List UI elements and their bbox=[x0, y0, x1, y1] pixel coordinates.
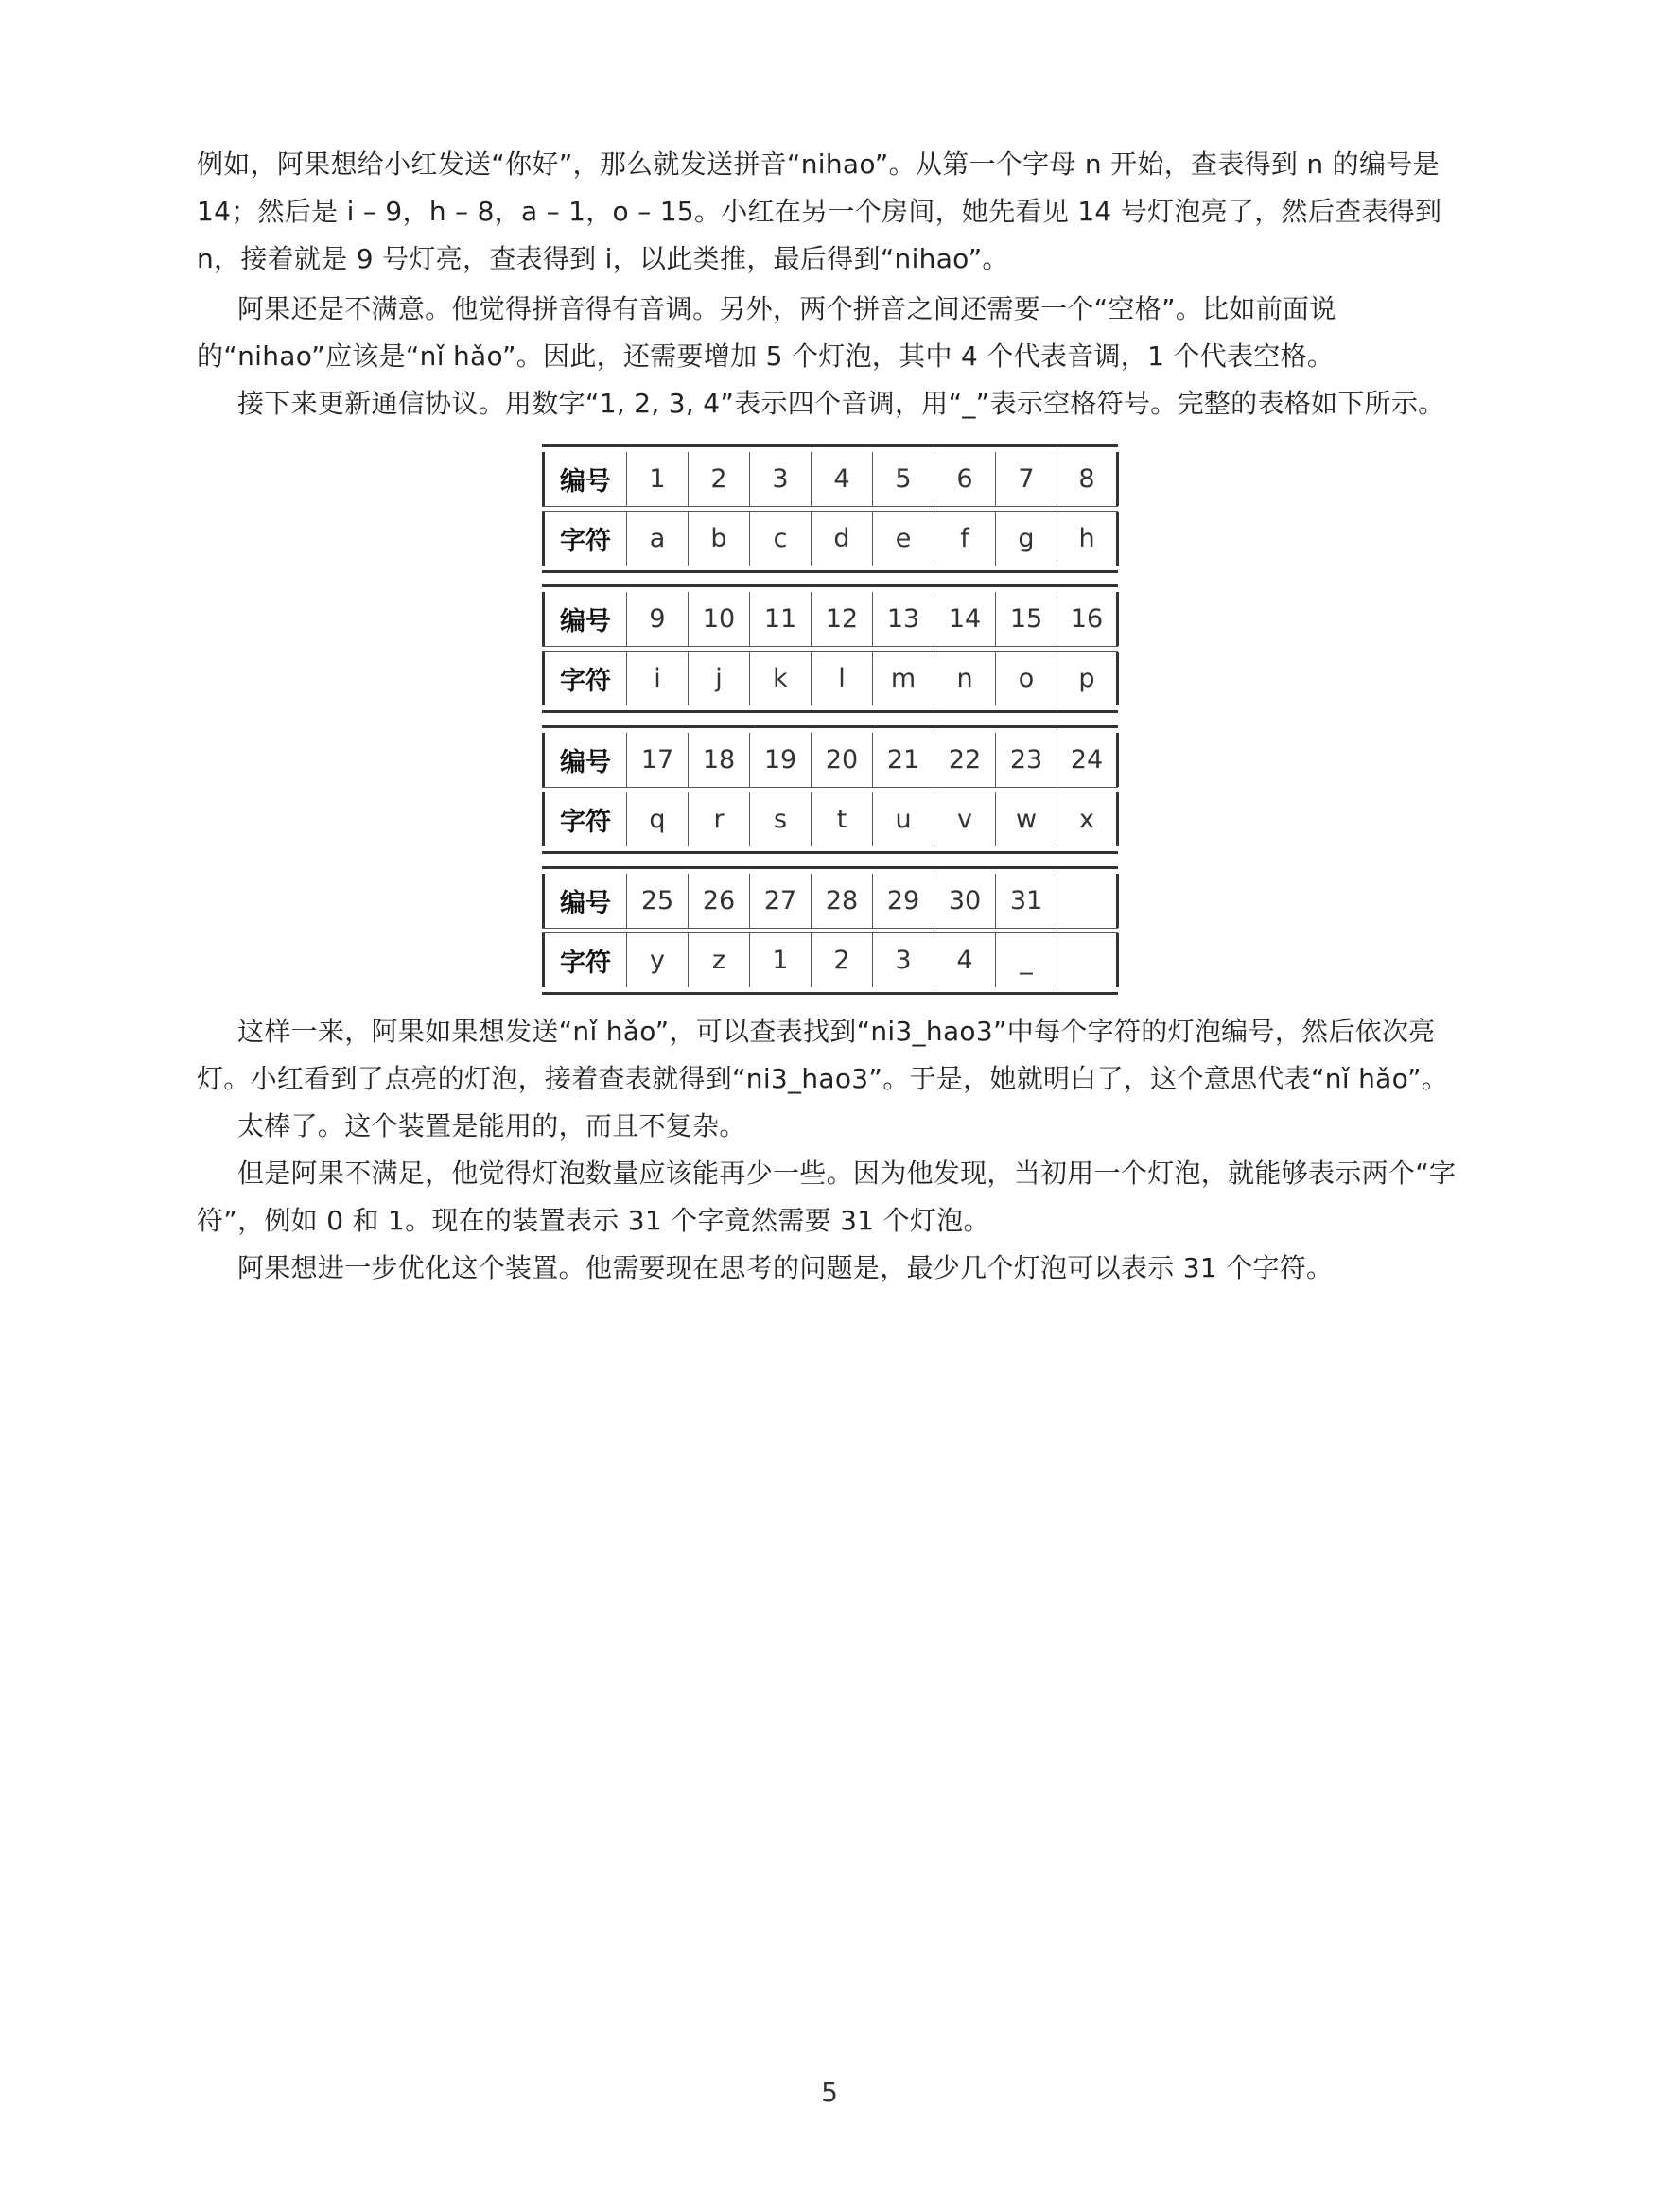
char-row-cell: h bbox=[1057, 512, 1119, 566]
number-row-header: 编号 bbox=[542, 452, 627, 506]
number-row-cell: 19 bbox=[750, 733, 812, 787]
number-row-cell: 5 bbox=[873, 452, 934, 506]
number-row-cell: 3 bbox=[750, 452, 812, 506]
char-row-cell: k bbox=[750, 652, 812, 705]
table-grid bbox=[542, 725, 1118, 854]
char-row-cell: 1 bbox=[750, 933, 812, 987]
char-row-header: 字符 bbox=[542, 933, 627, 987]
char-row-cell: u bbox=[873, 792, 934, 846]
table-block bbox=[542, 866, 1118, 995]
paragraph-optimize-question: 阿果想进一步优化这个装置。他需要现在思考的问题是，最少几个灯泡可以表示 31 个字符。 bbox=[237, 1252, 1334, 1283]
char-row bbox=[542, 511, 1118, 566]
char-row-cell: j bbox=[689, 652, 750, 705]
number-row-cell: 26 bbox=[689, 874, 750, 928]
page-number: 5 bbox=[821, 2077, 838, 2108]
char-row-cell: f bbox=[934, 512, 996, 566]
char-row-cell: i bbox=[627, 652, 689, 705]
char-row bbox=[542, 792, 1118, 846]
number-row-cell: 2 bbox=[689, 452, 750, 506]
char-row-cell: 2 bbox=[812, 933, 873, 987]
char-row-cell: q bbox=[627, 792, 689, 846]
paragraph-example-nihao: 例如，阿果想给小红发送“你好”，那么就发送拼音“nihao”。从第一个字母 n 开始，查表得到 n 的编号是 14；然后是 i – 9，h – 8，a – 1，o – 15。小红在另一个房间，她先看见 14 号灯泡亮了，然后查表得到 n，接着就是 9 号灯亮，查表得到 i，以此类推，最后得到“nihao”。 bbox=[197, 148, 1442, 274]
char-row-cell: g bbox=[996, 512, 1057, 566]
number-row-cell: 13 bbox=[873, 592, 934, 646]
number-row-cell: 23 bbox=[996, 733, 1057, 787]
paragraph-great: 太棒了。这个装置是能用的，而且不复杂。 bbox=[237, 1110, 746, 1141]
number-row bbox=[542, 592, 1118, 647]
number-row-cell: 31 bbox=[996, 874, 1057, 928]
char-row bbox=[542, 651, 1118, 705]
number-row-cell: 9 bbox=[627, 592, 689, 646]
char-row-cell: 3 bbox=[873, 933, 934, 987]
number-row-cell: 10 bbox=[689, 592, 750, 646]
char-row-cell: 4 bbox=[934, 933, 996, 987]
char-row-cell: v bbox=[934, 792, 996, 846]
number-row-cell: 24 bbox=[1057, 733, 1119, 787]
char-row-cell: m bbox=[873, 652, 934, 705]
char-row-cell bbox=[1057, 933, 1119, 987]
char-row-cell: p bbox=[1057, 652, 1119, 705]
char-row-cell: b bbox=[689, 512, 750, 566]
paragraph-not-satisfied: 但是阿果不满足，他觉得灯泡数量应该能再少一些。因为他发现，当初用一个灯泡，就能够表示两个“字符”，例如 0 和 1。现在的装置表示 31 个字竟然需要 31 个灯泡。 bbox=[197, 1158, 1457, 1236]
char-row-cell: l bbox=[812, 652, 873, 705]
number-row-cell: 27 bbox=[750, 874, 812, 928]
number-row-cell: 7 bbox=[996, 452, 1057, 506]
char-row-cell: x bbox=[1057, 792, 1119, 846]
number-row-cell: 1 bbox=[627, 452, 689, 506]
number-row-cell bbox=[1057, 874, 1119, 928]
number-row-cell: 11 bbox=[750, 592, 812, 646]
number-row bbox=[542, 452, 1118, 507]
char-row-header: 字符 bbox=[542, 512, 627, 566]
number-row-header: 编号 bbox=[542, 733, 627, 787]
number-row-cell: 6 bbox=[934, 452, 996, 506]
char-row-cell: e bbox=[873, 512, 934, 566]
number-row-cell: 21 bbox=[873, 733, 934, 787]
number-row-cell: 15 bbox=[996, 592, 1057, 646]
number-row-cell: 18 bbox=[689, 733, 750, 787]
number-row-cell: 16 bbox=[1057, 592, 1119, 646]
number-row-cell: 20 bbox=[812, 733, 873, 787]
char-row-cell: a bbox=[627, 512, 689, 566]
number-row-cell: 22 bbox=[934, 733, 996, 787]
number-row bbox=[542, 733, 1118, 788]
char-row-cell: y bbox=[627, 933, 689, 987]
char-row-cell: z bbox=[689, 933, 750, 987]
number-row-cell: 25 bbox=[627, 874, 689, 928]
number-row-cell: 12 bbox=[812, 592, 873, 646]
number-row-cell: 28 bbox=[812, 874, 873, 928]
char-row-cell: o bbox=[996, 652, 1057, 705]
table-grid bbox=[542, 444, 1118, 573]
number-row-cell: 29 bbox=[873, 874, 934, 928]
number-row-header: 编号 bbox=[542, 592, 627, 646]
number-row-cell: 8 bbox=[1057, 452, 1119, 506]
char-row-header: 字符 bbox=[542, 652, 627, 705]
number-row-header: 编号 bbox=[542, 874, 627, 928]
number-row bbox=[542, 874, 1118, 929]
number-row-cell: 4 bbox=[812, 452, 873, 506]
table-grid bbox=[542, 584, 1118, 713]
paragraph-tones-and-space: 阿果还是不满意。他觉得拼音得有音调。另外，两个拼音之间还需要一个“空格”。比如前面说的“nihao”应该是“nǐ hǎo”。因此，还需要增加 5 个灯泡，其中 4 个代表音调，1 个代表空格。 bbox=[197, 293, 1336, 372]
char-row-cell: n bbox=[934, 652, 996, 705]
char-row bbox=[542, 932, 1118, 987]
char-row-cell: s bbox=[750, 792, 812, 846]
table-block bbox=[542, 444, 1118, 573]
char-row-cell: r bbox=[689, 792, 750, 846]
paragraph-protocol-update: 接下来更新通信协议。用数字“1, 2, 3, 4”表示四个音调，用“_”表示空格符号。完整的表格如下所示。 bbox=[237, 388, 1445, 419]
number-row-cell: 30 bbox=[934, 874, 996, 928]
table-block bbox=[542, 584, 1118, 713]
number-row-cell: 14 bbox=[934, 592, 996, 646]
char-row-cell: c bbox=[750, 512, 812, 566]
table-block bbox=[542, 725, 1118, 854]
paragraph-send-ni3-hao3: 这样一来，阿果如果想发送“nǐ hǎo”，可以查表找到“ni3_hao3”中每个字符的灯泡编号，然后依次亮灯。小红看到了点亮的灯泡，接着查表就得到“ni3_hao3”。于是，她就明白了，这个意思代表“nǐ hǎo”。 bbox=[197, 1016, 1449, 1094]
char-row-header: 字符 bbox=[542, 792, 627, 846]
table-grid bbox=[542, 866, 1118, 995]
char-row-cell: w bbox=[996, 792, 1057, 846]
number-row-cell: 17 bbox=[627, 733, 689, 787]
char-row-cell: _ bbox=[996, 933, 1057, 987]
char-row-cell: t bbox=[812, 792, 873, 846]
char-row-cell: d bbox=[812, 512, 873, 566]
